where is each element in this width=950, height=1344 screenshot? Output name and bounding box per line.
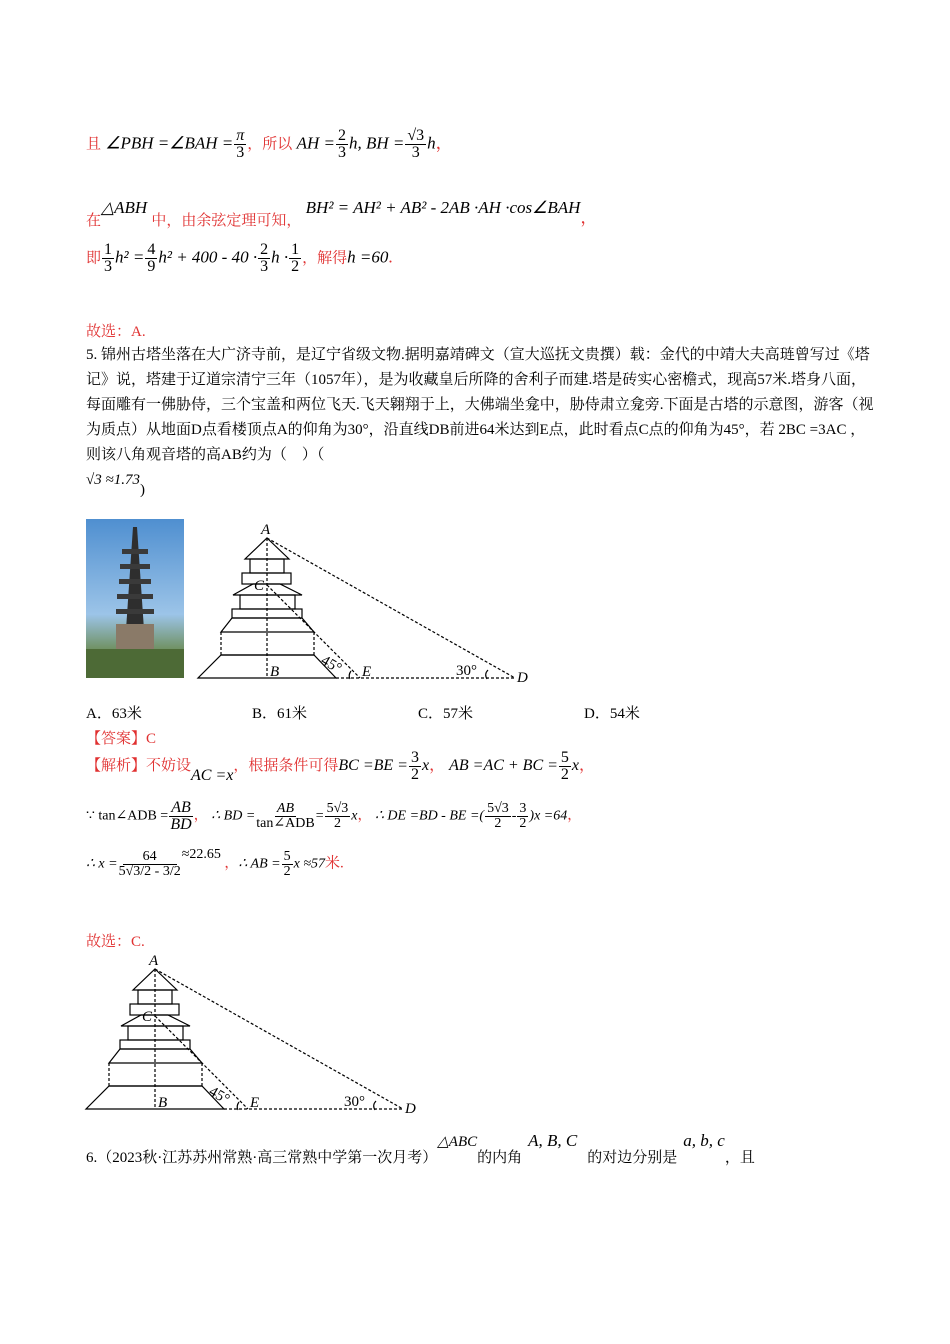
text: 即 <box>86 250 102 267</box>
den: 3 <box>104 258 113 275</box>
label-c: C <box>254 578 265 594</box>
math: h <box>427 133 436 153</box>
den: 2 <box>519 816 527 831</box>
analysis-line2: ∵ tan∠ADB = $\frac{AB}{BD}$ ， ∴ BD = AB tan∠ADB = $\frac{5√3}{2}$ x， ∴ DE =BD - BE =( $\frac{5√3}{2}$ - $\frac{3}{2}$ )x =64， <box>86 799 582 833</box>
num: π <box>236 127 245 144</box>
text: 6.（2023秋·江苏苏州常熟·高三常熟中学第一次月考） <box>86 1150 438 1166</box>
num: 3 <box>519 801 527 816</box>
text: 米. <box>325 855 344 872</box>
hint-close: ) <box>139 482 145 498</box>
line-solve: 即 $\frac{1}{3}$ h² = $\frac{4}{9}$ h² + 400 - 40 · $\frac{2}{3}$ h · $\frac{1}{2}$ ，解得h =60. <box>86 241 393 275</box>
option-d[interactable]: D．54米 <box>584 706 640 722</box>
math: x <box>571 757 580 775</box>
num: 1 <box>291 241 300 258</box>
math: ∴ AB = <box>238 856 281 872</box>
math: AH = <box>296 133 335 153</box>
math: h² + 400 - 40 · <box>158 247 258 267</box>
num: AB <box>171 799 191 816</box>
den: 2 <box>333 816 341 831</box>
label-b: B <box>158 1095 168 1111</box>
text: ，且 <box>724 1150 755 1166</box>
den: 2 <box>291 258 300 275</box>
pagoda-diagram <box>190 515 530 685</box>
num: 4 <box>147 241 156 258</box>
num: 5√3 <box>487 801 509 816</box>
math: AB =AC + BC = <box>449 757 558 775</box>
math: ∴ x = <box>86 856 118 872</box>
num: 5 <box>283 849 291 864</box>
pagoda-photo <box>86 519 184 678</box>
question-6 <box>86 1130 755 1166</box>
den: 2 <box>494 816 502 831</box>
den: 2 <box>560 766 569 783</box>
pagoda-image <box>86 519 184 678</box>
label-d: D <box>405 1101 416 1116</box>
math: △ABC <box>437 1134 478 1150</box>
comma: ， <box>580 208 598 227</box>
den: 9 <box>147 258 156 275</box>
angle-45: 45° <box>318 652 345 677</box>
math: BH² = AH² + AB² - 2AB ·AH ·cos∠BAH <box>305 198 581 217</box>
text: 的对边分别是 <box>587 1150 678 1166</box>
den: 3 <box>337 144 346 161</box>
den: BD <box>170 816 192 833</box>
num: 64 <box>123 850 177 865</box>
hint: √3 ≈1.73 <box>86 472 140 488</box>
text: 且 <box>86 136 102 153</box>
math: h =60 <box>347 247 389 267</box>
text: 的内角 <box>477 1150 523 1166</box>
analysis-line1: 【解析】不妨设AC =x，根据条件可得BC =BE = $\frac{3}{2}$ x， AB =AC + BC = $\frac{5}{2}$ x， <box>86 749 596 785</box>
label-a: A <box>261 522 271 538</box>
math: △ABH <box>101 198 148 217</box>
den: 3 <box>236 144 245 161</box>
angle-30: 30° <box>456 663 477 679</box>
option-b[interactable]: B．61米 <box>252 706 308 722</box>
math: A, B, C <box>528 1131 578 1150</box>
num: √3 <box>407 127 425 144</box>
choice-prev: 故选：A. <box>86 324 146 340</box>
den: 2 <box>410 766 419 783</box>
question-5 <box>86 343 876 498</box>
text: 【解析】不妨设 <box>86 758 192 775</box>
den: 2 <box>283 864 291 879</box>
analysis-line3: ∴ x = $\frac{64}{5√3/2 - 3/2}$ ≈22.65 ，∴ AB = $\frac{5}{2}$ x ≈57米. <box>86 846 344 879</box>
math: x ≈57 <box>293 856 326 872</box>
choice-analysis: 故选：C. <box>86 934 145 950</box>
math: h, BH = <box>348 133 405 153</box>
num: 5 <box>560 749 569 766</box>
math: ∴ BD = <box>211 808 256 824</box>
label-a: A <box>149 953 159 969</box>
text: 中，由余弦定理可知， <box>151 213 302 229</box>
label-e: E <box>250 1095 260 1111</box>
angle-30: 30° <box>344 1094 365 1110</box>
math: )x =64 <box>529 808 568 824</box>
den: tan∠ADB <box>256 816 315 831</box>
text: ，解得 <box>302 250 348 267</box>
math: ∵ tan∠ADB = <box>86 808 169 824</box>
option-c[interactable]: C．57米 <box>418 706 474 722</box>
question-text: 5. 锦州古塔坐落在大广济寺前，是辽宁省级文物.据明嘉靖碑文（宣大巡抚文贵撰）载：金代的中靖大夫高琏曾写过《塔记》说，塔建于辽道宗清宁三年（1057年），是为收藏皇后所降的舍利子而建.塔是砖实心密檐式，现高57米.塔身八面，每面雕有一佛胁侍，三个宝盖和两位飞天.飞天翱翔于上，大佛端坐龛中，胁侍肃立龛旁.下面是古塔的示意图，游客（视为质点）从地面D点看楼顶点A的仰角为30°，沿直线DB前进64米达到E点，此时看点C点的仰角为45°，若 2BC =3AC ，则该八角观音塔的高AB约为（ ）（ <box>86 347 874 463</box>
label-d: D <box>517 670 528 685</box>
math: h · <box>271 247 289 267</box>
num: 2 <box>260 241 269 258</box>
text: ，所以 <box>247 136 293 153</box>
math: a, b, c <box>683 1131 725 1150</box>
text: ，根据条件可得 <box>233 758 339 775</box>
line-angle <box>86 128 453 161</box>
label-b: B <box>270 664 280 680</box>
math: ≈22.65 <box>181 846 221 862</box>
angle-45: 45° <box>206 1083 233 1108</box>
option-a[interactable]: A．63米 <box>86 706 142 722</box>
answer-label: 【答案】C <box>86 731 157 747</box>
math: ∴ DE =BD - BE =( <box>375 808 485 824</box>
math: ∠PBH =∠BAH = <box>105 133 234 153</box>
den: 3 <box>411 144 420 161</box>
num: 5√3 <box>326 801 349 816</box>
label-c: C <box>142 1009 153 1025</box>
math: h² = <box>115 247 145 267</box>
comma: ， <box>435 133 453 153</box>
math: BC =BE = <box>338 757 408 775</box>
pagoda-diagram-solution <box>78 946 418 1116</box>
den: 3 <box>260 258 269 275</box>
math: x <box>351 808 358 824</box>
num: 3 <box>410 749 419 766</box>
num: AB <box>276 801 295 816</box>
math: x <box>421 757 430 775</box>
num: 1 <box>104 241 113 258</box>
line-cosine <box>86 193 598 229</box>
math: AC =x <box>191 767 234 785</box>
options <box>86 702 766 723</box>
text: 在 <box>86 213 102 229</box>
label-e: E <box>362 664 372 680</box>
den: 5√3 <box>118 864 141 879</box>
num: 2 <box>337 127 346 144</box>
